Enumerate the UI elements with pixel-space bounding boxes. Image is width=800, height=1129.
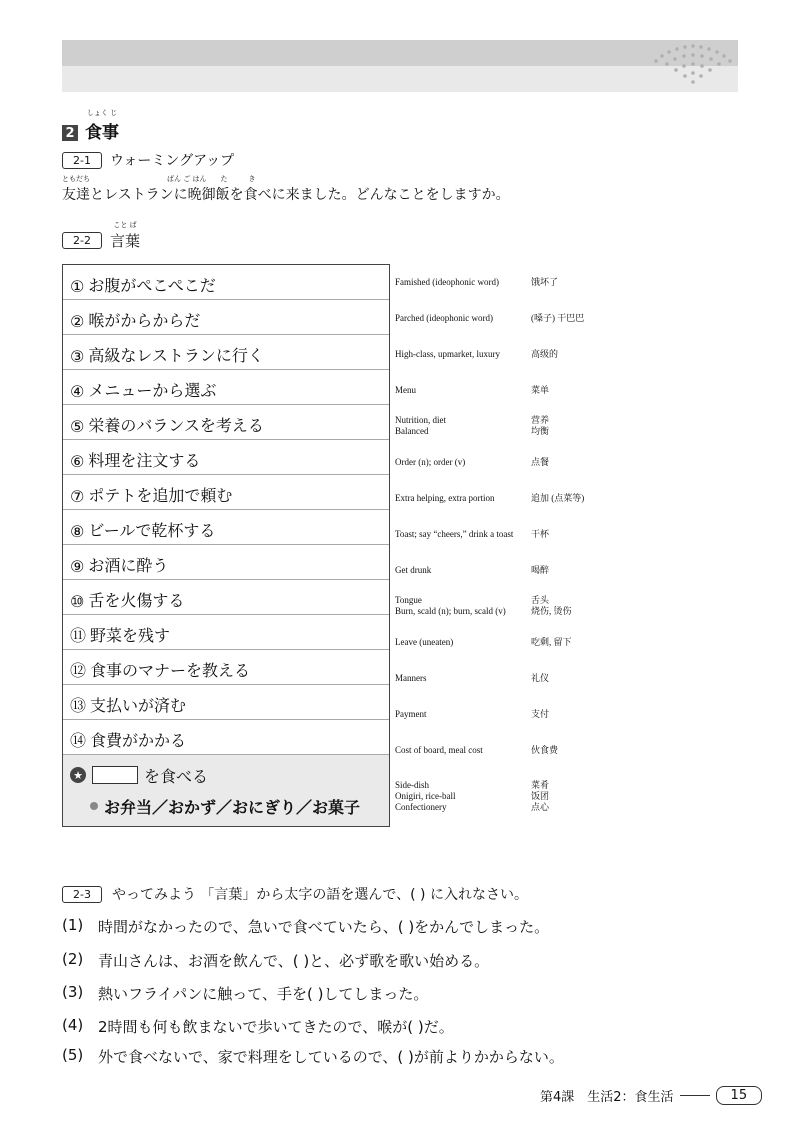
- bullet-icon: [90, 802, 98, 810]
- vocab-item: ⑥ 料理を注文する: [63, 440, 389, 475]
- vocab-item: ⑬ 支払いが済む: [63, 685, 389, 720]
- star-icon: ★: [70, 767, 86, 783]
- question-item: (4) 2時間も何も飲まないで歩いてきたので、喉が( )だ。: [62, 1016, 454, 1036]
- gloss-row: Cost of board, meal cost 伙食费: [395, 744, 559, 755]
- exercise-title: やってみよう 「言葉」から太字の語を選んで、( ) に入れなさい。: [111, 887, 528, 903]
- gloss-row: High-class, upmarket, luxury 高级的: [395, 348, 559, 359]
- vocab-list: [62, 264, 390, 827]
- gloss-row: Payment 支付: [395, 708, 550, 719]
- vocab-item: ⑭ 食費がかかる: [63, 720, 389, 755]
- vocab-item: ⑦ ポテトを追加で頼む: [63, 475, 389, 510]
- warmup-tag: 2-1: [62, 152, 102, 169]
- question-item: (1) 時間がなかったので、急いで食べていたら、( )をかんでしまった。: [62, 916, 550, 936]
- page-footer: [540, 1086, 762, 1105]
- vocab-item: ⑧ ビールで乾杯する: [63, 510, 389, 545]
- section-number: 2: [62, 125, 78, 141]
- vocab-item: ④ メニューから選ぶ: [63, 370, 389, 405]
- gloss-row: Menu 菜单: [395, 384, 550, 395]
- gloss-row: Extra helping, extra portion 追加 (点菜等): [395, 492, 585, 503]
- gloss-row: Order (n); order (v) 点餐: [395, 456, 550, 467]
- warmup-title: ウォーミングアップ: [109, 153, 235, 169]
- vocab-tag: 2-2: [62, 232, 102, 249]
- gloss-row: Side-dish Onigiri, rice-ball Confectionery 菜肴 饭团 点心: [395, 780, 550, 812]
- vocab-item: ⑫ 食事のマナーを教える: [63, 650, 389, 685]
- gloss-row: Get drunk 喝醉: [395, 564, 550, 575]
- vocab-item: ③ 高級なレストランに行く: [63, 335, 389, 370]
- question-item: (5) 外で食べないで、家で料理をしているので、( )が前よりかからない。: [62, 1046, 564, 1066]
- page-number: 15: [716, 1086, 763, 1105]
- section-title: 2 しょく じ 食事: [62, 118, 119, 143]
- gloss-row: Famished (ideophonic word) 饿坏了: [395, 276, 559, 287]
- chapter-label: 第4課 生活2：食生活: [540, 1090, 674, 1105]
- question-item: (3) 熱いフライパンに触って、手を( )してしまった。: [62, 983, 429, 1003]
- warmup-text: 友達とレストランに晩御飯を食べに来ました。どんなことをしますか。: [62, 187, 510, 203]
- vocab-item: ⑤ 栄養のバランスを考える: [63, 405, 389, 440]
- section-heading: 食事: [85, 123, 119, 143]
- vocab-item: ⑪ 野菜を残す: [63, 615, 389, 650]
- gloss-row: Manners 礼仪: [395, 672, 550, 683]
- vocab-item: ⑨ お酒に酔う: [63, 545, 389, 580]
- warmup-heading: [62, 150, 234, 170]
- star-item-text: を食べる: [144, 766, 209, 786]
- blank-box: [92, 766, 138, 784]
- star-item: [63, 755, 389, 826]
- vocab-heading: 2-2 こと ば 言葉: [62, 230, 140, 251]
- gloss-row: Parched (ideophonic word) (嗓子) 干巴巴: [395, 312, 585, 323]
- vocab-item: ② 喉がからからだ: [63, 300, 389, 335]
- exercise-heading: [62, 884, 528, 904]
- gloss-row: Tongue Burn, scald (n); burn, scald (v) 舌头 烧伤, 烫伤: [395, 595, 572, 616]
- gloss-list: [389, 264, 749, 840]
- gloss-row: Leave (uneaten) 吃剩, 留下: [395, 636, 572, 647]
- vocab-item: ① お腹がぺこぺこだ: [63, 265, 389, 300]
- vocab-title: 言葉: [109, 232, 140, 250]
- exercise-tag: 2-3: [62, 886, 102, 903]
- question-item: (2) 青山さんは、お酒を飲んで、( )と、必ず歌を歌い始める。: [62, 950, 490, 970]
- star-item-dishes: お弁当／おかず／おにぎり／お菓子: [104, 797, 361, 817]
- dots-decoration-icon: [648, 40, 738, 92]
- gloss-row: Nutrition, diet Balanced 营养 均衡: [395, 415, 550, 436]
- gloss-row: Toast; say “cheers,” drink a toast 干杯: [395, 528, 550, 539]
- header-banner: [62, 40, 738, 92]
- vocab-item: ⑩ 舌を火傷する: [63, 580, 389, 615]
